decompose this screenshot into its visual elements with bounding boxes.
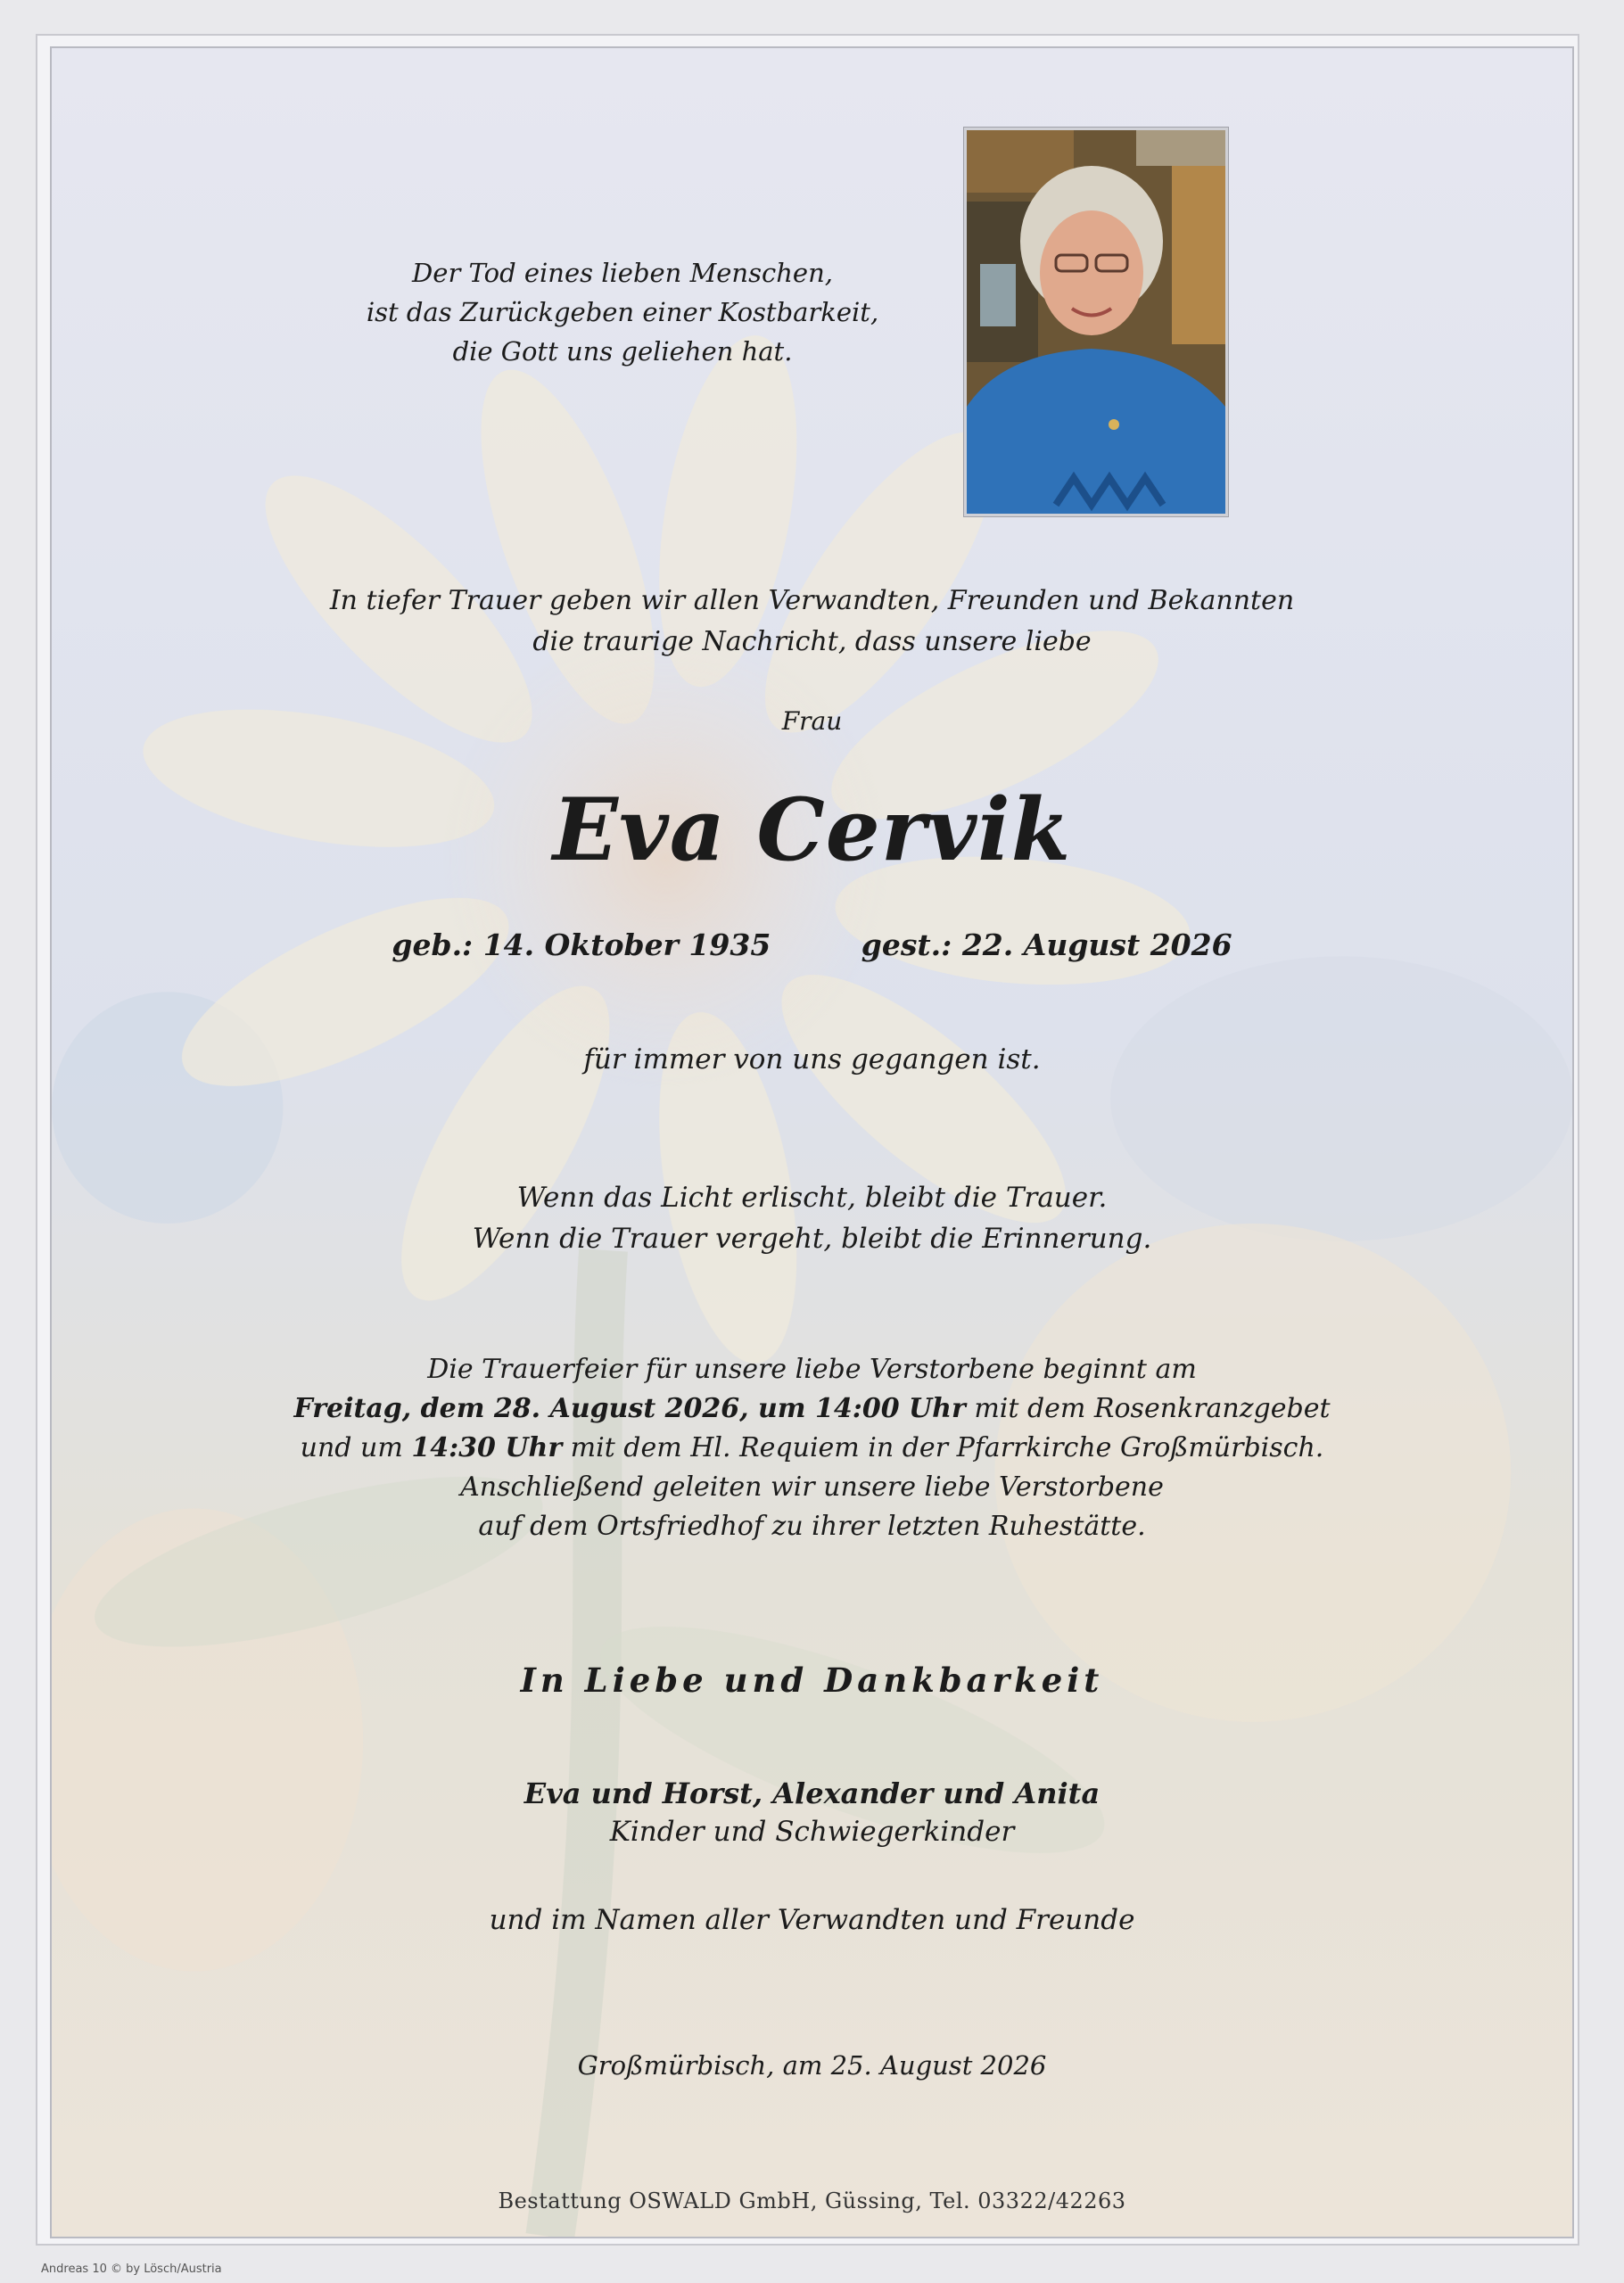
memorial-verse xyxy=(52,1177,1572,1259)
quote-line: ist das Zurückgeben einer Kostbarkeit, xyxy=(366,297,879,327)
announcement-intro xyxy=(52,581,1572,663)
funeral-details xyxy=(52,1350,1572,1546)
place-and-date: Großmürbisch, am 25. August 2026 xyxy=(577,2050,1047,2081)
deceased-name: Eva Cervik xyxy=(552,779,1072,880)
ceremony-date-time: Freitag, dem 28. August 2026, um 14:00 Uhr xyxy=(293,1393,966,1424)
verse-line: Wenn das Licht erlischt, bleibt die Trauer. xyxy=(516,1182,1108,1214)
opening-quote xyxy=(328,253,917,371)
portrait-photo xyxy=(964,128,1228,516)
intro-line: In tiefer Trauer geben wir allen Verwandten, Freunden und Bekannten xyxy=(329,585,1295,616)
intro-line: die traurige Nachricht, dass unsere liebe xyxy=(532,626,1092,657)
life-dates xyxy=(52,927,1572,962)
passed-away-line: für immer von uns gegangen ist. xyxy=(583,1043,1041,1076)
requiem-time: 14:30 Uhr xyxy=(411,1432,563,1463)
family-role: Kinder und Schwiegerkinder xyxy=(609,1816,1015,1848)
portrait-illustration xyxy=(967,130,1225,514)
quote-line: die Gott uns geliehen hat. xyxy=(452,336,793,367)
birth-date: geb.: 14. Oktober 1935 xyxy=(392,927,771,962)
ceremony-line: auf dem Ortsfriedhof zu ihrer letzten Ruhestätte. xyxy=(478,1511,1146,1542)
relatives-line: und im Namen aller Verwandten und Freunde xyxy=(489,1904,1135,1936)
ceremony-text: mit dem Rosenkranzgebet xyxy=(965,1393,1331,1424)
ceremony-line: Die Trauerfeier für unsere liebe Verstorbene beginnt am xyxy=(427,1354,1197,1385)
salutation: Frau xyxy=(781,706,843,736)
ceremony-text: mit dem Hl. Requiem in der Pfarrkirche Großmürbisch. xyxy=(562,1432,1324,1463)
ceremony-line: Anschließend geleiten wir unsere liebe Verstorbene xyxy=(460,1471,1164,1503)
ceremony-line xyxy=(52,1429,1572,1468)
obituary-card xyxy=(50,46,1574,2238)
family-names: Eva und Horst, Alexander und Anita xyxy=(523,1776,1101,1810)
template-credit: Andreas 10 © by Lösch/Austria xyxy=(41,2262,222,2276)
quote-line: Der Tod eines lieben Menschen, xyxy=(412,258,833,288)
ceremony-line xyxy=(52,1389,1572,1429)
verse-line: Wenn die Trauer vergeht, bleibt die Erinnerung. xyxy=(472,1223,1152,1255)
death-date: gest.: 22. August 2026 xyxy=(861,927,1232,962)
funeral-home-footer: Bestattung OSWALD GmbH, Güssing, Tel. 03322/42263 xyxy=(498,2188,1126,2213)
closing-thanks: In Liebe und Dankbarkeit xyxy=(520,1661,1104,1700)
ceremony-text: und um xyxy=(300,1432,412,1463)
